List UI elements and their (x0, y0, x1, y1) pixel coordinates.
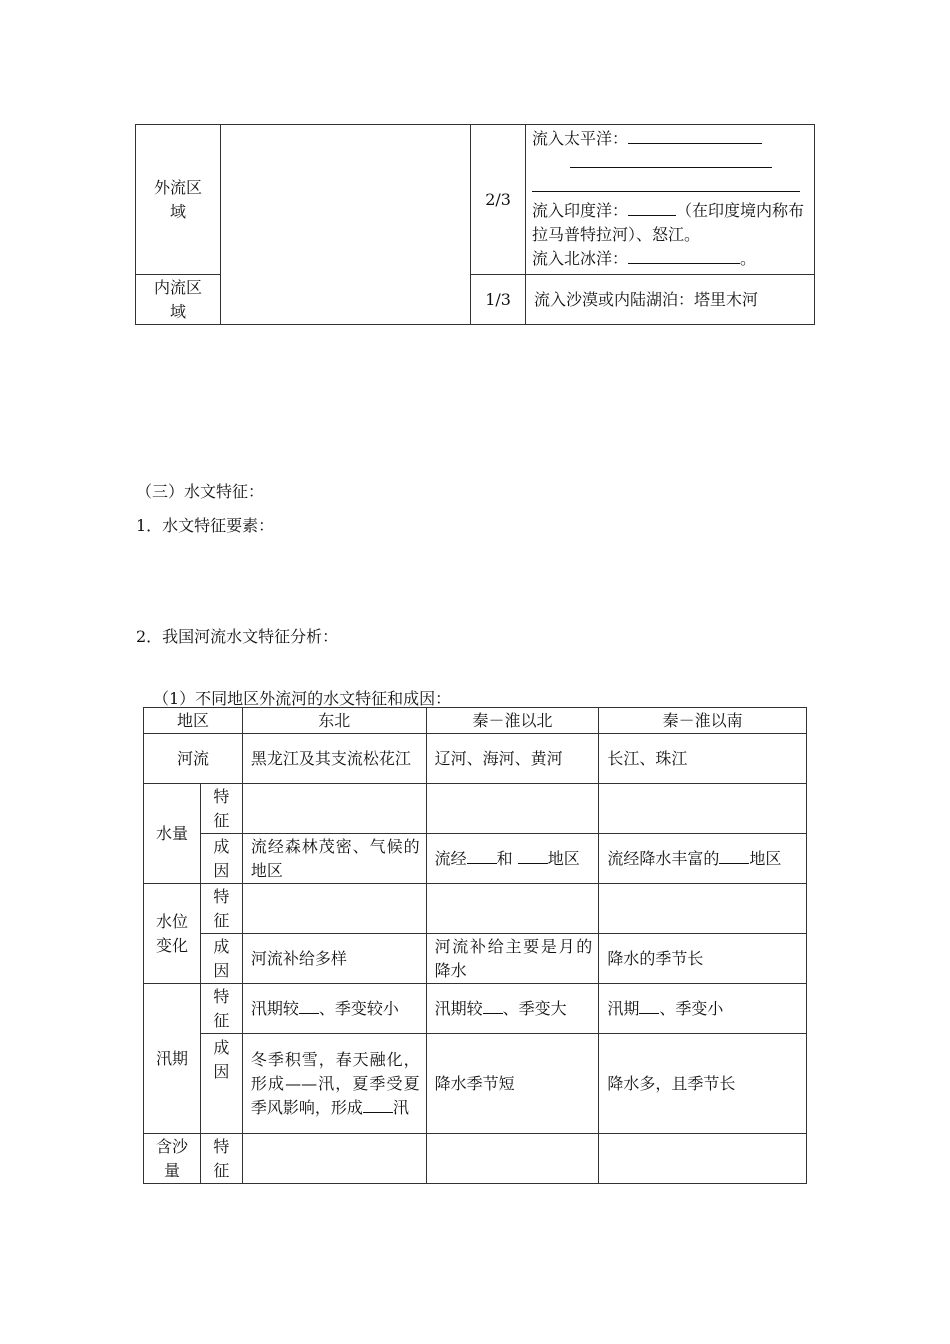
sediment-label: 含沙量 (144, 1134, 201, 1184)
table-caption: （1）不同地区外流河的水文特征和成因： (153, 689, 452, 708)
volume-cause-s: 流经降水丰富的 地区 (599, 834, 807, 884)
sub-label-cause: 成因 (200, 834, 242, 884)
volume-blank-3[interactable] (719, 847, 749, 864)
volume-cause-ne: 流经森林茂密、气候的地区 (242, 834, 426, 884)
flood-blank-ne-2[interactable] (363, 1096, 393, 1113)
level-feature-s[interactable] (599, 884, 807, 934)
volume-label: 水量 (144, 784, 201, 884)
river-northeast: 黑龙江及其支流松花江 (242, 734, 426, 784)
sub-label-feature: 特征 (200, 1134, 242, 1184)
header-northeast: 东北 (242, 708, 426, 734)
sub-label-feature: 特征 (200, 784, 242, 834)
flood-feature-row (144, 984, 807, 1034)
sub-label-feature: 特征 (200, 884, 242, 934)
sediment-row (144, 1134, 807, 1184)
sub-label-cause: 成因 (200, 1034, 242, 1134)
inner-ratio: 1/3 (471, 275, 526, 325)
level-feature-n[interactable] (426, 884, 599, 934)
volume-blank-2[interactable] (518, 847, 548, 864)
level-cause-n: 河流补给主要是月的降水 (426, 934, 599, 984)
flood-cause-row (144, 1034, 807, 1134)
sediment-s[interactable] (599, 1134, 807, 1184)
outer-ratio: 2/3 (471, 125, 526, 275)
section-heading: （三）水文特征： (136, 482, 265, 501)
flood-feature-s: 汛期 、季变小 (599, 984, 807, 1034)
sediment-ne[interactable] (242, 1134, 426, 1184)
header-south: 秦－淮以南 (599, 708, 807, 734)
volume-cause-n: 流经 和 地区 (426, 834, 599, 884)
sediment-n[interactable] (426, 1134, 599, 1184)
flood-blank-s[interactable] (639, 997, 659, 1014)
level-cause-ne: 河流补给多样 (242, 934, 426, 984)
river-south: 长江、珠江 (599, 734, 807, 784)
level-feature-ne[interactable] (242, 884, 426, 934)
item-1: 1．水文特征要素： (136, 516, 275, 535)
outer-flow-cell: 流入太平洋： 流入印度洋： （在印度境内称布拉马普特拉河）、怒江。 流入北冰洋： 。 (526, 125, 815, 275)
level-cause-row (144, 934, 807, 984)
drainage-area-table (135, 124, 815, 325)
indian-blank[interactable] (628, 199, 676, 216)
flood-label: 汛期 (144, 984, 201, 1134)
flood-blank-n[interactable] (483, 997, 503, 1014)
flood-feature-ne: 汛期较 、季变较小 (242, 984, 426, 1034)
level-feature-row (144, 884, 807, 934)
empty-cell (220, 125, 470, 325)
level-label: 水位变化 (144, 884, 201, 984)
river-row (144, 734, 807, 784)
level-cause-s: 降水的季节长 (599, 934, 807, 984)
flood-feature-n: 汛期较 、季变大 (426, 984, 599, 1034)
arctic-blank[interactable] (628, 247, 740, 264)
hydrology-table (143, 707, 807, 1184)
inner-flow-text: 流入沙漠或内陆湖泊：塔里木河 (526, 275, 815, 325)
volume-feature-row (144, 784, 807, 834)
pacific-blank[interactable] (628, 127, 762, 144)
volume-feature-ne[interactable] (242, 784, 426, 834)
flood-cause-n: 降水季节短 (426, 1034, 599, 1134)
header-region: 地区 (144, 708, 243, 734)
flood-cause-ne: 冬季积雪，春天融化，形成——汛，夏季受夏季风影响，形成 汛 (242, 1034, 426, 1134)
header-row (144, 708, 807, 734)
river-north: 辽河、海河、黄河 (426, 734, 599, 784)
inner-area-label: 内流区域 (136, 275, 221, 325)
volume-feature-s[interactable] (599, 784, 807, 834)
pacific-blank-3[interactable] (532, 175, 800, 192)
pacific-blank-2[interactable] (570, 151, 772, 168)
volume-cause-row (144, 834, 807, 884)
sub-label-cause: 成因 (200, 934, 242, 984)
volume-feature-n[interactable] (426, 784, 599, 834)
sub-label-feature: 特征 (200, 984, 242, 1034)
outer-area-label: 外流区域 (136, 125, 221, 275)
river-label: 河流 (144, 734, 243, 784)
flood-cause-s: 降水多，且季节长 (599, 1034, 807, 1134)
volume-blank-1[interactable] (467, 847, 497, 864)
item-2: 2．我国河流水文特征分析： (136, 627, 339, 646)
header-north: 秦－淮以北 (426, 708, 599, 734)
flood-blank-ne[interactable] (299, 997, 319, 1014)
